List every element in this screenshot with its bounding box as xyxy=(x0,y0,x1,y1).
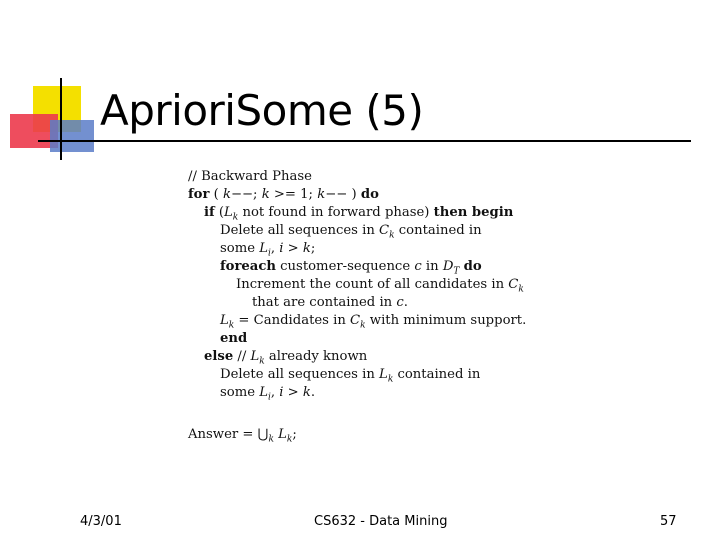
code-token: , xyxy=(270,385,280,400)
code-token: not found in forward phase) xyxy=(238,205,434,220)
code-token: L xyxy=(250,349,260,364)
code-token: −− ) xyxy=(325,187,361,202)
code-token: ( xyxy=(214,205,225,220)
code-token: k xyxy=(228,320,235,331)
code-token: k xyxy=(302,241,311,256)
code-token: already known xyxy=(264,349,368,364)
code-token: C xyxy=(508,277,519,292)
code-token: . xyxy=(403,295,408,310)
code-token: i xyxy=(279,241,284,256)
code-token: end xyxy=(220,331,248,346)
code-token: i xyxy=(279,385,284,400)
code-line xyxy=(188,330,568,348)
code-token: k xyxy=(518,284,524,295)
code-token: , xyxy=(270,241,280,256)
decor-square-blue xyxy=(50,120,94,152)
code-token: k xyxy=(268,434,274,445)
code-token: L xyxy=(259,385,268,400)
code-token: k xyxy=(261,187,270,202)
code-line xyxy=(188,168,568,186)
code-token: −−; xyxy=(230,187,262,202)
code-line xyxy=(188,426,568,444)
code-token: // xyxy=(233,349,251,364)
code-token: L xyxy=(278,427,287,442)
footer-course: CS632 - Data Mining xyxy=(314,514,448,529)
code-token: k xyxy=(259,356,265,367)
code-token: if xyxy=(204,205,215,220)
code-token: T xyxy=(453,266,460,277)
code-token: do xyxy=(463,259,482,274)
code-token: Increment the count of all candidates in xyxy=(236,277,509,292)
code-token: > xyxy=(283,241,303,256)
code-token: C xyxy=(379,223,390,238)
code-token: k xyxy=(232,212,239,223)
code-token: do xyxy=(360,187,379,202)
code-token: i xyxy=(267,248,271,259)
code-token: L xyxy=(379,367,388,382)
code-token: C xyxy=(350,313,361,328)
code-token: some xyxy=(220,385,260,400)
code-token: Delete all sequences in xyxy=(220,223,380,238)
code-token: k xyxy=(302,385,311,400)
decor-vertical-line xyxy=(60,78,62,160)
code-token: foreach xyxy=(220,259,276,274)
code-line xyxy=(188,348,568,366)
code-line xyxy=(188,276,568,294)
code-token: i xyxy=(267,392,271,403)
code-token: L xyxy=(220,313,229,328)
code-line xyxy=(188,222,568,240)
code-token: that are contained in xyxy=(252,295,397,310)
code-line xyxy=(188,366,568,384)
code-token: then begin xyxy=(433,205,514,220)
code-line xyxy=(188,294,568,312)
code-token: for xyxy=(188,187,210,202)
code-token: else xyxy=(204,349,234,364)
code-token: ( xyxy=(209,187,223,202)
code-token: k xyxy=(286,434,293,445)
code-token: k xyxy=(389,230,395,241)
code-line xyxy=(188,384,568,402)
code-token: k xyxy=(222,187,231,202)
code-line xyxy=(188,402,568,426)
slide-title: AprioriSome (5) xyxy=(100,86,424,135)
code-token: with minimum support. xyxy=(365,313,527,328)
code-line xyxy=(188,240,568,258)
code-token: = Candidates in xyxy=(234,313,351,328)
code-line xyxy=(188,186,568,204)
code-token: some xyxy=(220,241,260,256)
code-token: > xyxy=(283,385,303,400)
footer-date: 4/3/01 xyxy=(80,514,122,529)
title-underline xyxy=(38,140,691,142)
code-token: contained in xyxy=(393,367,481,382)
code-token: c xyxy=(414,259,422,274)
code-token: Delete all sequences in xyxy=(220,367,380,382)
code-token: k xyxy=(387,374,394,385)
code-token: customer-sequence xyxy=(275,259,415,274)
code-token: k xyxy=(317,187,326,202)
code-token: L xyxy=(224,205,233,220)
code-line xyxy=(188,204,568,222)
code-token: c xyxy=(396,295,404,310)
algorithm-pseudocode xyxy=(188,168,568,444)
code-line xyxy=(188,312,568,330)
code-token: in xyxy=(421,259,443,274)
code-token: Answer = ⋃ xyxy=(188,427,269,442)
code-line xyxy=(188,258,568,276)
code-token: >= 1; xyxy=(269,187,318,202)
code-token: // Backward Phase xyxy=(188,169,312,184)
code-token: . xyxy=(310,385,316,400)
code-token: k xyxy=(360,320,366,331)
footer-page-number: 57 xyxy=(660,514,677,529)
code-token: ; xyxy=(292,427,297,442)
code-token: ; xyxy=(310,241,316,256)
code-token: L xyxy=(259,241,268,256)
code-token: contained in xyxy=(394,223,482,238)
code-token: D xyxy=(442,259,454,274)
